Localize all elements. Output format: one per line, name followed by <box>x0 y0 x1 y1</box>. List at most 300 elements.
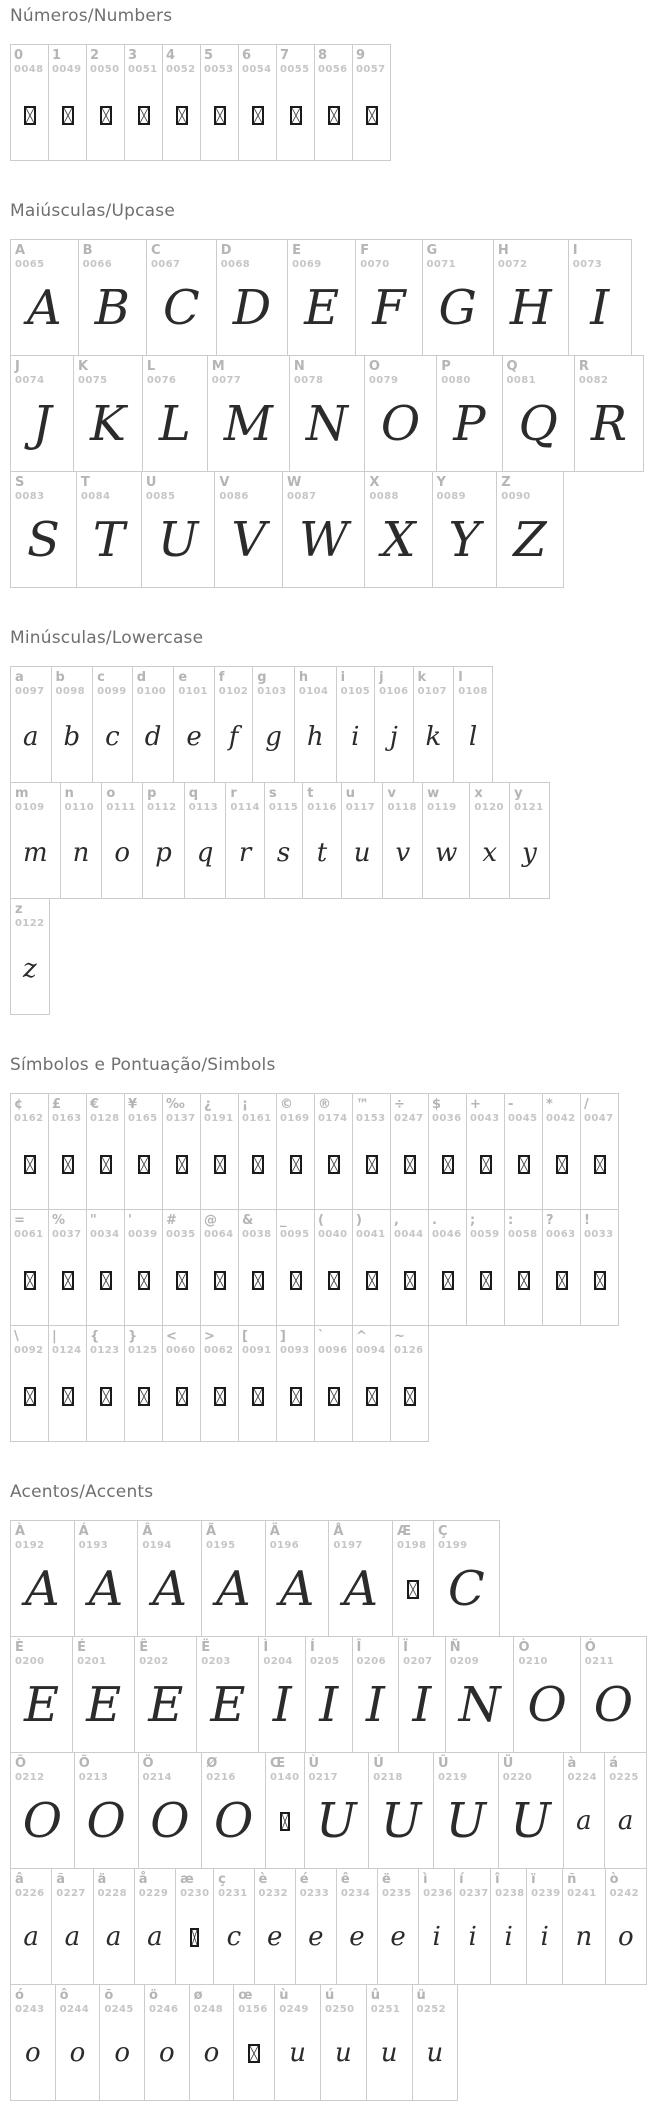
glyph-code: 0062 <box>204 1345 234 1356</box>
glyph-label: ^ <box>356 1329 367 1344</box>
glyph-row <box>10 1093 647 1210</box>
glyph-preview: u <box>289 2038 307 2068</box>
glyph-label: 3 <box>128 48 138 63</box>
glyph-label: r <box>230 786 237 801</box>
glyph-row <box>10 1752 647 1869</box>
glyph-area <box>15 1668 68 1752</box>
missing-glyph-icon <box>248 2044 260 2063</box>
glyph-area <box>166 1125 198 1209</box>
glyph-label: N <box>293 359 305 374</box>
glyph-area <box>269 814 298 898</box>
glyph-code: 0038 <box>242 1229 272 1240</box>
glyph-label: y <box>514 786 523 801</box>
glyph-preview: y <box>522 838 537 868</box>
glyph-label: $ <box>432 1097 442 1112</box>
glyph-cell <box>412 1984 459 2101</box>
glyph-label: ] <box>280 1329 286 1344</box>
glyph-cell <box>72 1636 135 1753</box>
glyph-area <box>470 1241 502 1325</box>
glyph-cell <box>99 1984 145 2101</box>
glyph-code: 0039 <box>128 1229 158 1240</box>
glyph-label: g <box>257 670 267 685</box>
glyph-code: 0060 <box>166 1345 196 1356</box>
glyph-cell <box>305 1636 353 1753</box>
missing-glyph-icon <box>214 1155 226 1174</box>
glyph-area <box>180 1900 209 1984</box>
glyph-label: Z <box>501 475 511 490</box>
missing-glyph-icon <box>480 1271 492 1290</box>
missing-glyph-icon <box>252 1271 264 1290</box>
glyph-cell <box>48 1093 87 1210</box>
glyph-area <box>15 271 74 355</box>
glyph-area <box>204 1241 236 1325</box>
glyph-code: 0234 <box>340 1888 371 1899</box>
glyph-grid <box>10 666 647 1015</box>
glyph-code: 0199 <box>438 1540 468 1551</box>
glyph-code: 0076 <box>146 375 177 386</box>
glyph-preview: A <box>152 1561 188 1617</box>
glyph-preview: E <box>210 1677 246 1733</box>
glyph-label: Ù <box>308 1756 320 1771</box>
glyph-preview: z <box>23 954 37 984</box>
glyph-label: i <box>340 670 346 685</box>
glyph-label: ™ <box>356 1097 369 1112</box>
glyph-grid <box>10 44 647 161</box>
glyph-preview: p <box>155 838 172 868</box>
glyph-cell <box>10 1520 75 1637</box>
missing-glyph-icon <box>594 1271 606 1290</box>
glyph-cell <box>287 239 356 356</box>
glyph-cell <box>274 1984 321 2101</box>
glyph-area <box>507 387 570 471</box>
section-title: Símbolos e Pontuação/Simbols <box>10 1055 276 1075</box>
glyph-code: 0107 <box>417 686 447 697</box>
missing-glyph-icon <box>24 106 36 125</box>
glyph-code: 0209 <box>449 1656 480 1667</box>
glyph-preview: U <box>157 512 199 568</box>
glyph-area <box>15 1900 47 1984</box>
glyph-code: 0243 <box>15 2004 45 2015</box>
glyph-label: £ <box>52 1097 62 1112</box>
glyph-code: 0205 <box>309 1656 340 1667</box>
glyph-preview: P <box>453 396 486 452</box>
glyph-code: 0069 <box>292 259 322 270</box>
glyph-preview: e <box>186 722 202 752</box>
glyph-area <box>584 1241 616 1325</box>
glyph-label: € <box>90 1097 100 1112</box>
glyph-label: Û <box>438 1756 449 1771</box>
glyph-area <box>346 814 379 898</box>
glyph-cell <box>200 44 239 161</box>
glyph-cell <box>364 471 432 588</box>
glyph-area <box>356 76 388 160</box>
glyph-code: 0244 <box>59 2004 90 2015</box>
glyph-code: 0249 <box>279 2004 309 2015</box>
glyph-label: V <box>219 475 230 490</box>
glyph-area <box>15 930 45 1014</box>
glyph-area <box>139 1668 192 1752</box>
glyph-cell <box>352 44 391 161</box>
glyph-label: H <box>497 243 509 258</box>
glyph-cell <box>146 239 217 356</box>
glyph-cell <box>352 1093 391 1210</box>
glyph-preview: o <box>158 2038 175 2068</box>
glyph-area <box>14 1357 46 1441</box>
glyph-cell <box>265 1752 305 1869</box>
glyph-cell <box>580 1093 619 1210</box>
glyph-code: 0082 <box>578 375 609 386</box>
glyph-row <box>10 1868 647 1985</box>
glyph-preview: O <box>593 1677 634 1733</box>
missing-glyph-icon <box>407 1580 419 1599</box>
glyph-cell <box>200 1209 239 1326</box>
glyph-area <box>137 698 170 782</box>
missing-glyph-icon <box>62 106 74 125</box>
glyph-label: R <box>578 359 589 374</box>
glyph-cell <box>276 1209 315 1326</box>
glyph-cell <box>413 666 455 783</box>
glyph-cell <box>10 44 49 161</box>
glyph-cell <box>276 1325 315 1442</box>
glyph-code: 0217 <box>308 1772 338 1783</box>
glyph-area <box>508 1125 540 1209</box>
glyph-area <box>585 1668 642 1752</box>
glyph-preview: S <box>27 512 60 568</box>
glyph-area <box>568 1784 601 1868</box>
glyph-preview: e <box>308 1922 324 1952</box>
glyph-label: ø <box>193 1988 203 2003</box>
glyph-area <box>104 2016 140 2100</box>
glyph-code: 0248 <box>193 2004 224 2015</box>
glyph-area <box>318 1357 350 1441</box>
glyph-area <box>531 1900 558 1984</box>
glyph-label: 7 <box>280 48 290 63</box>
glyph-code: 0210 <box>518 1656 548 1667</box>
missing-glyph-icon <box>100 1387 112 1406</box>
missing-glyph-icon <box>62 1271 74 1290</box>
glyph-label: ó <box>15 1988 24 2003</box>
missing-glyph-icon <box>176 1271 188 1290</box>
glyph-code: 0093 <box>280 1345 310 1356</box>
glyph-label: î <box>495 1872 500 1887</box>
glyph-area <box>292 271 351 355</box>
glyph-area <box>270 1784 300 1868</box>
glyph-preview: A <box>343 1561 379 1617</box>
glyph-area <box>15 2016 51 2100</box>
glyph-cell <box>86 44 125 161</box>
glyph-area <box>498 271 564 355</box>
glyph-preview: o <box>203 2038 220 2068</box>
glyph-label: À <box>15 1524 26 1539</box>
glyph-preview: F <box>372 280 406 336</box>
glyph-preview: G <box>438 280 477 336</box>
glyph-code: 0034 <box>90 1229 120 1240</box>
glyph-code: 0037 <box>52 1229 82 1240</box>
glyph-label: è <box>258 1872 268 1887</box>
glyph-area <box>418 698 450 782</box>
glyph-code: 0227 <box>56 1888 86 1899</box>
glyph-label: Ä <box>269 1524 280 1539</box>
glyph-preview: H <box>509 280 552 336</box>
glyph-area <box>238 2016 270 2100</box>
glyph-label: 2 <box>90 48 100 63</box>
glyph-area <box>387 814 418 898</box>
glyph-label: & <box>242 1213 254 1228</box>
glyph-preview: T <box>92 512 125 568</box>
glyph-label: ¥ <box>128 1097 138 1112</box>
glyph-preview: o <box>69 2038 86 2068</box>
glyph-area <box>166 76 198 160</box>
glyph-cell <box>10 1984 56 2101</box>
glyph-area <box>325 2016 362 2100</box>
missing-glyph-icon <box>328 106 340 125</box>
glyph-preview: a <box>64 1922 81 1952</box>
glyph-code: 0247 <box>394 1113 424 1124</box>
glyph-area <box>423 1900 450 1984</box>
glyph-label: % <box>52 1213 66 1228</box>
glyph-cell <box>493 239 569 356</box>
glyph-code: 0088 <box>369 491 399 502</box>
glyph-code: 0252 <box>416 2004 446 2015</box>
missing-glyph-icon <box>214 106 226 125</box>
glyph-preview: a <box>105 1922 122 1952</box>
glyph-code: 0064 <box>204 1229 234 1240</box>
missing-glyph-icon <box>404 1271 416 1290</box>
glyph-code: 0058 <box>508 1229 538 1240</box>
glyph-area <box>178 698 209 782</box>
glyph-code: 0046 <box>432 1229 462 1240</box>
glyph-cell <box>134 1868 176 1985</box>
glyph-code: 0033 <box>584 1229 614 1240</box>
glyph-label: ' <box>128 1213 132 1228</box>
glyph-preview: E <box>86 1677 122 1733</box>
glyph-code: 0050 <box>90 64 120 75</box>
glyph-preview: e <box>390 1922 406 1952</box>
glyph-area <box>280 76 312 160</box>
glyph-cell <box>276 1093 315 1210</box>
glyph-cell <box>200 1325 239 1442</box>
glyph-preview: h <box>306 722 324 752</box>
glyph-label: [ <box>242 1329 248 1344</box>
glyph-cell <box>466 1093 505 1210</box>
glyph-label: Î <box>356 1640 362 1655</box>
glyph-label: Ì <box>263 1640 269 1655</box>
glyph-area <box>441 387 497 471</box>
glyph-area <box>318 1241 350 1325</box>
glyph-area <box>146 503 210 587</box>
glyph-code: 0198 <box>397 1540 427 1551</box>
glyph-area <box>14 1241 46 1325</box>
glyph-label: d <box>136 670 147 685</box>
glyph-cell <box>580 1209 619 1326</box>
missing-glyph-icon <box>214 1387 226 1406</box>
glyph-cell <box>502 355 575 472</box>
glyph-cell <box>574 355 644 472</box>
glyph-preview: N <box>458 1677 501 1733</box>
glyph-area <box>567 1900 600 1984</box>
glyph-code: 0230 <box>180 1888 210 1899</box>
glyph-row <box>10 1520 647 1637</box>
glyph-label: : <box>508 1213 514 1228</box>
glyph-code: 0125 <box>128 1345 158 1356</box>
glyph-cell <box>189 1984 235 2101</box>
glyph-label: u <box>345 786 355 801</box>
glyph-code: 0097 <box>15 686 45 697</box>
glyph-code: 0061 <box>14 1229 44 1240</box>
character-map <box>10 6 647 2101</box>
glyph-preview: a <box>576 1806 592 1836</box>
glyph-label: Ê <box>139 1640 149 1655</box>
missing-glyph-icon <box>328 1387 340 1406</box>
glyph-code: 0045 <box>508 1113 538 1124</box>
glyph-preview: x <box>482 838 498 868</box>
glyph-area <box>518 1668 575 1752</box>
glyph-cell <box>86 1093 125 1210</box>
glyph-preview: a <box>147 1922 163 1952</box>
glyph-preview: A <box>27 280 62 336</box>
glyph-area <box>143 1784 198 1868</box>
glyph-code: 0110 <box>64 802 95 813</box>
glyph-label: h <box>298 670 309 685</box>
glyph-area <box>280 1241 312 1325</box>
glyph-label: ä <box>97 1872 107 1887</box>
glyph-code: 0086 <box>219 491 249 502</box>
missing-glyph-icon <box>556 1271 568 1290</box>
glyph-preview: O <box>22 1793 63 1849</box>
glyph-preview: d <box>144 722 162 752</box>
glyph-preview: A <box>88 1561 124 1617</box>
glyph-preview: K <box>90 396 126 452</box>
glyph-preview: a <box>617 1806 634 1836</box>
glyph-cell <box>173 666 214 783</box>
glyph-area <box>204 1357 236 1441</box>
glyph-code: 0084 <box>80 491 111 502</box>
glyph-label: U <box>145 475 157 490</box>
glyph-label: ñ <box>567 1872 577 1887</box>
glyph-label: < <box>166 1329 177 1344</box>
glyph-label: ) <box>356 1213 362 1228</box>
glyph-preview: I <box>412 1677 432 1733</box>
glyph-area <box>90 1357 122 1441</box>
glyph-code: 0251 <box>370 2004 401 2015</box>
glyph-label: ú <box>325 1988 335 2003</box>
glyph-cell <box>10 1093 49 1210</box>
missing-glyph-icon <box>214 1271 226 1290</box>
missing-glyph-icon <box>366 1387 378 1406</box>
glyph-label: Æ <box>397 1524 412 1539</box>
glyph-cell <box>10 239 79 356</box>
glyph-grid <box>10 1520 647 2101</box>
missing-glyph-icon <box>138 106 150 125</box>
glyph-code: 0103 <box>257 686 287 697</box>
glyph-preview: Q <box>518 396 558 452</box>
glyph-cell <box>422 239 494 356</box>
missing-glyph-icon <box>138 1387 150 1406</box>
glyph-area <box>310 1668 348 1752</box>
glyph-cell <box>238 44 277 161</box>
glyph-cell <box>433 1752 499 1869</box>
glyph-code: 0123 <box>90 1345 120 1356</box>
glyph-area <box>166 1241 198 1325</box>
glyph-cell <box>454 1868 491 1985</box>
glyph-cell <box>604 1752 647 1869</box>
glyph-area <box>403 1668 441 1752</box>
glyph-label: C <box>150 243 161 258</box>
glyph-cell <box>328 1520 393 1637</box>
glyph-label: 4 <box>166 48 176 63</box>
glyph-code: 0054 <box>242 64 272 75</box>
glyph-code: 0232 <box>258 1888 288 1899</box>
glyph-area <box>15 698 47 782</box>
glyph-cell <box>10 1209 49 1326</box>
glyph-code: 0233 <box>299 1888 330 1899</box>
glyph-preview: v <box>395 838 411 868</box>
glyph-cell <box>124 1093 163 1210</box>
glyph-cell <box>513 1636 580 1753</box>
section-title: Acentos/Accents <box>10 1482 154 1502</box>
missing-glyph-icon <box>138 1271 150 1290</box>
glyph-preview: n <box>575 1922 593 1952</box>
glyph-code: 0105 <box>340 686 371 697</box>
glyph-section-symbols <box>10 1055 647 1442</box>
glyph-label: l <box>458 670 463 685</box>
glyph-area <box>263 1668 301 1752</box>
glyph-code: 0225 <box>609 1772 639 1783</box>
glyph-label: à <box>567 1756 577 1771</box>
glyph-cell <box>214 666 253 783</box>
glyph-code: 0161 <box>242 1113 272 1124</box>
glyph-section-numbers <box>10 6 647 161</box>
glyph-cell <box>428 1209 467 1326</box>
glyph-code: 0162 <box>14 1113 44 1124</box>
glyph-label: X <box>369 475 380 490</box>
glyph-cell <box>132 666 175 783</box>
glyph-cell <box>496 471 563 588</box>
glyph-area <box>438 1552 495 1636</box>
missing-glyph-icon <box>290 1387 302 1406</box>
glyph-code: 0194 <box>142 1540 172 1551</box>
glyph-label: Õ <box>78 1756 90 1771</box>
glyph-cell <box>10 782 61 899</box>
glyph-area <box>52 1357 84 1441</box>
glyph-preview: M <box>223 396 273 452</box>
glyph-label: á <box>609 1756 619 1771</box>
glyph-preview: O <box>150 1793 190 1849</box>
glyph-cell <box>276 44 315 161</box>
glyph-preview: e <box>349 1922 365 1952</box>
glyph-cell <box>51 666 94 783</box>
glyph-label: } <box>128 1329 138 1344</box>
glyph-row <box>10 898 647 1015</box>
glyph-row <box>10 44 647 161</box>
glyph-code: 0224 <box>567 1772 597 1783</box>
glyph-area <box>579 387 639 471</box>
glyph-area <box>56 1900 88 1984</box>
glyph-code: 0216 <box>206 1772 236 1783</box>
glyph-label: s <box>268 786 277 801</box>
glyph-label: ( <box>318 1213 324 1228</box>
glyph-preview: n <box>72 838 90 868</box>
glyph-code: 0237 <box>459 1888 489 1899</box>
glyph-code: 0065 <box>15 259 45 270</box>
missing-glyph-icon <box>176 106 188 125</box>
glyph-area <box>394 1241 426 1325</box>
glyph-label: S <box>15 475 25 490</box>
glyph-area <box>147 814 180 898</box>
glyph-preview: w <box>435 838 458 868</box>
glyph-code: 0235 <box>382 1888 412 1899</box>
glyph-code: 0117 <box>345 802 376 813</box>
